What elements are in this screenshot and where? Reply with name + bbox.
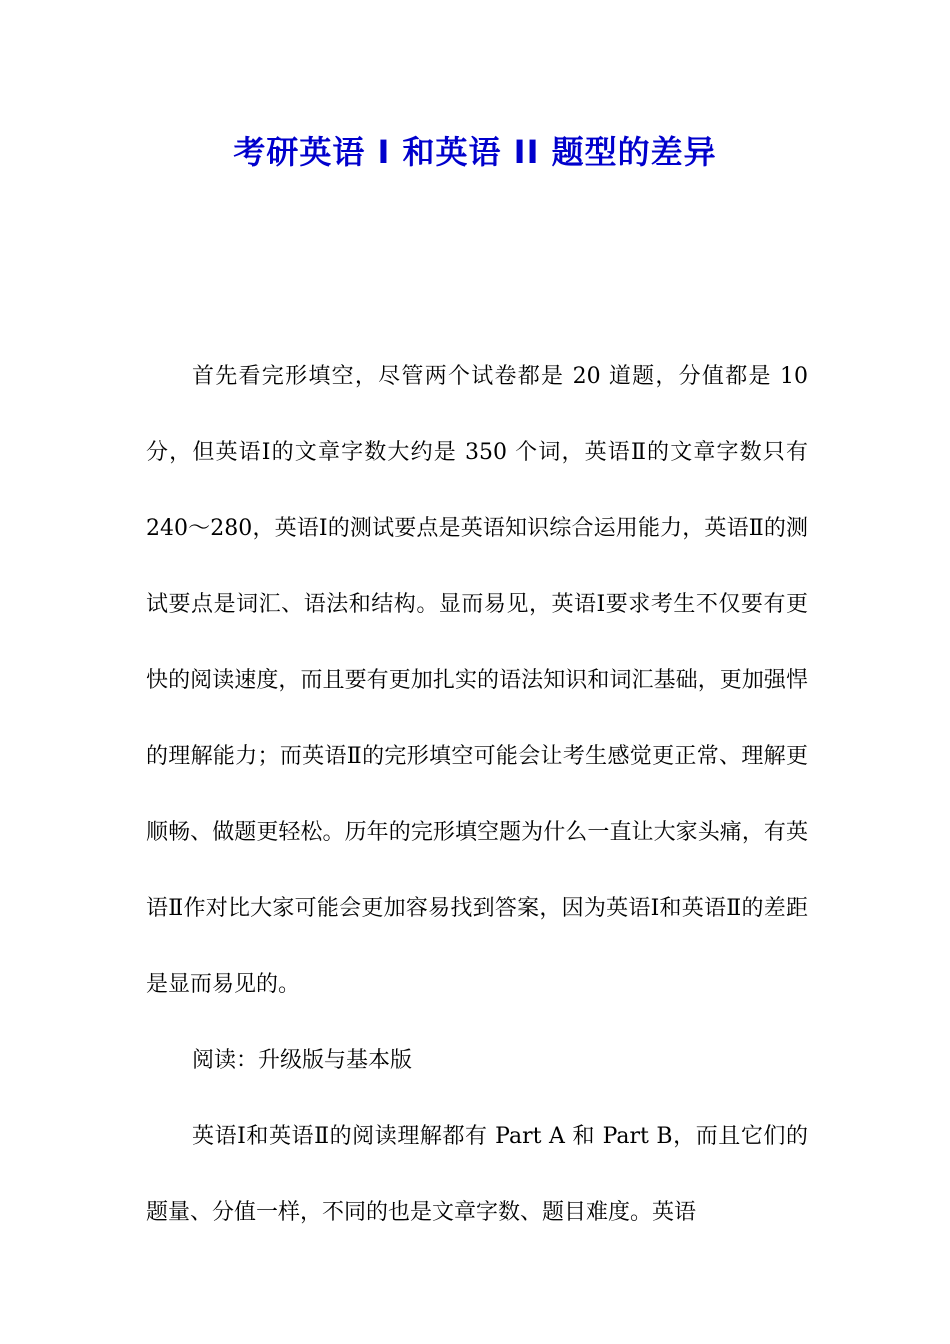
paragraph-cloze: 首先看完形填空，尽管两个试卷都是 20 道题，分值都是 10 分，但英语Ⅰ的文章字数大约是 350 个词，英语Ⅱ的文章字数只有 240～280，英语Ⅰ的测试要点是英语知识综合运用能力，英语Ⅱ的测试要点是词汇、语法和结构。显而易见，英语Ⅰ要求考生不仅要有更快的阅读速度，而且要有更加扎实的语法知识和词汇基础，更加强悍的理解能力；而英语Ⅱ的完形填空可能会让考生感觉更正常、理解更顺畅、做题更轻松。历年的完形填空题为什么一直让大家头痛，有英语Ⅱ作对比大家可能会更加容易找到答案，因为英语Ⅰ和英语Ⅱ的差距是显而易见的。 — [146, 364, 808, 997]
document-title: 考研英语 I 和英语 II 题型的差异 — [233, 133, 717, 171]
paragraph-reading-heading: 阅读：升级版与基本版 — [192, 1048, 413, 1073]
paragraph-reading: 英语Ⅰ和英语Ⅱ的阅读理解都有 Part A 和 Part B，而且它们的题量、分值一样，不同的也是文章字数、题目难度。英语 — [146, 1124, 808, 1225]
document-body — [146, 339, 808, 1251]
